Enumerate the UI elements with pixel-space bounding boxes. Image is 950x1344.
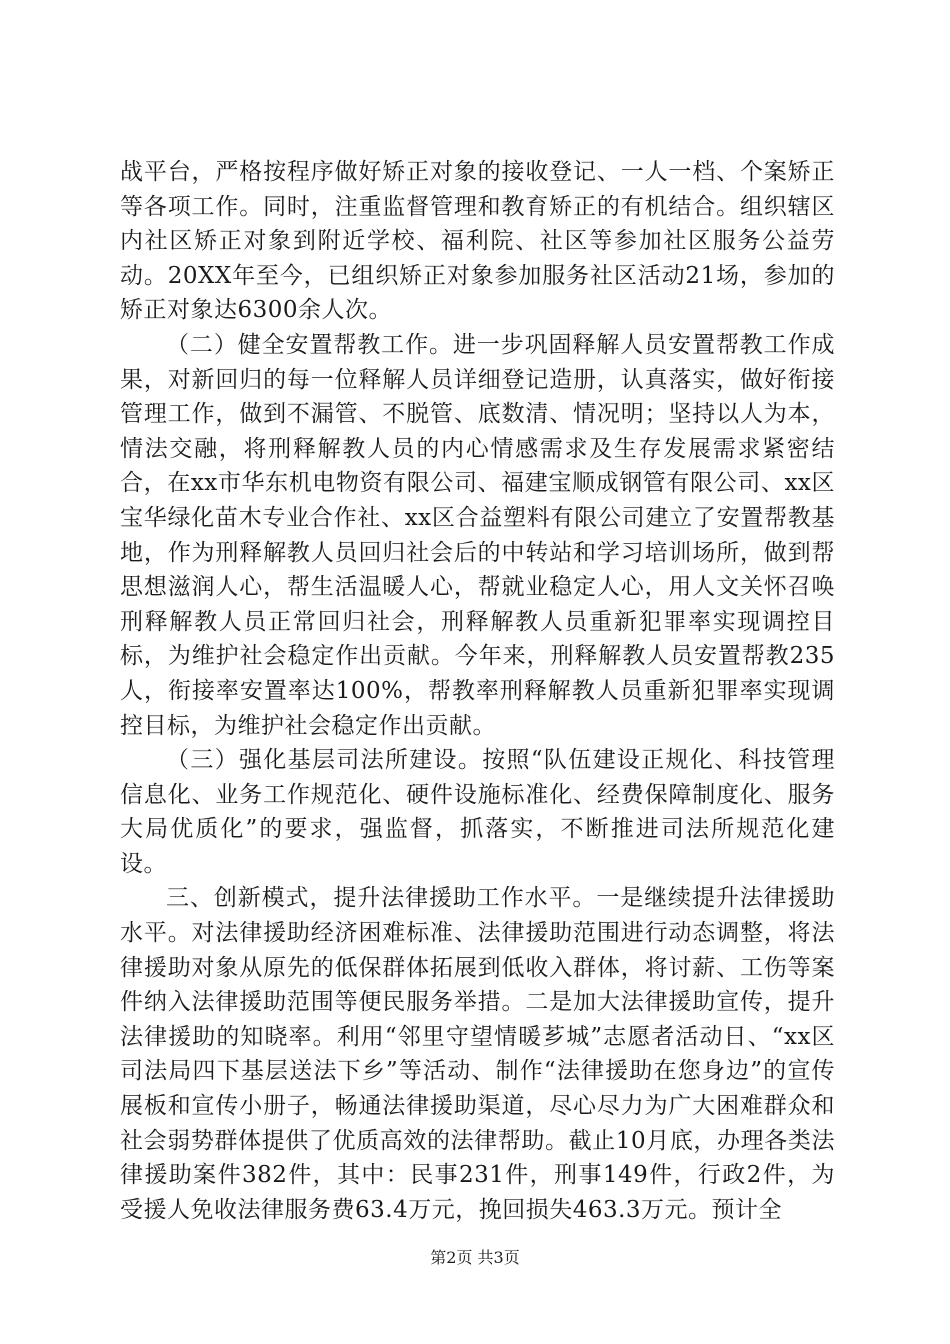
page-footer: 第2页 共3页 (430, 1248, 520, 1267)
document-body (120, 155, 835, 1227)
paragraph-2: （二）健全安置帮教工作。进一步巩固释解人员安置帮教工作成果，对新回归的每一位释解人员详细登记造册，认真落实，做好衔接管理工作，做到不漏管、不脱管、底数清、情况明；坚持以人为本，情法交融，将刑释解教人员的内心情感需求及生存发展需求紧密结合，在xx市华东机电物资有限公司、福建宝顺成钢管有限公司、xx区宝华绿化苗木专业合作社、xx区合益塑料有限公司建立了安置帮教基地，作为刑释解教人员回归社会后的中转站和学习培训场所，做到帮思想滋润人心，帮生活温暖人心，帮就业稳定人心，用人文关怀召唤刑释解教人员正常回归社会，刑释解教人员重新犯罪率实现调控目标，为维护社会稳定作出贡献。今年来，刑释解教人员安置帮教235人，衔接率安置率达100%，帮教率刑释解教人员重新犯罪率实现调控目标，为维护社会稳定作出贡献。 (120, 331, 835, 739)
paragraph-3: （三）强化基层司法所建设。按照“队伍建设正规化、科技管理信息化、业务工作规范化、硬件设施标准化、经费保障制度化、服务大局优质化”的要求，强监督，抓落实，不断推进司法所规范化建设。 (120, 747, 835, 877)
paragraph-4: 三、创新模式，提升法律援助工作水平。一是继续提升法律援助水平。对法律援助经济困难标准、法律援助范围进行动态调整，将法律援助对象从原先的低保群体拓展到低收入群体，将讨薪、工伤等案件纳入法律援助范围等便民服务举措。二是加大法律援助宣传，提升法律援助的知晓率。利用“邻里守望情暖芗城”志愿者活动日、“xx区司法局四下基层送法下乡”等活动、制作“法律援助在您身边”的宣传展板和宣传小册子，畅通法律援助渠道，尽心尽力为广大困难群众和社会弱势群体提供了优质高效的法律帮助。截止10月底，办理各类法律援助案件382件，其中：民事231件，刑事149件，行政2件，为受援人免收法律服务费63.4万元，挽回损失463.3万元。预计全 (120, 885, 835, 1223)
paragraph-1: 战平台，严格按程序做好矫正对象的接收登记、一人一档、个案矫正等各项工作。同时，注重监督管理和教育矫正的有机结合。组织辖区内社区矫正对象到附近学校、福利院、社区等参加社区服务公益劳动。20XX年至今，已组织矫正对象参加服务社区活动21场，参加的矫正对象达6300余人次。 (120, 159, 835, 324)
